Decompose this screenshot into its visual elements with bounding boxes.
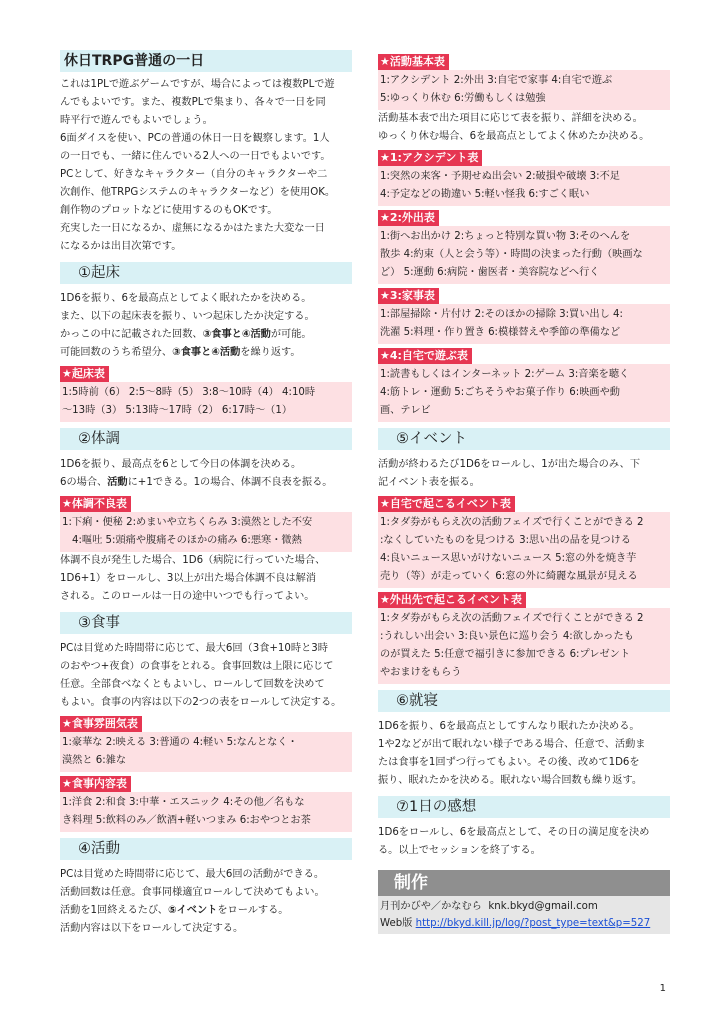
section-heading-meal: ③食事 <box>60 612 352 634</box>
home-play-table <box>378 364 670 422</box>
section-heading-impression: ⑦1日の感想 <box>378 796 670 818</box>
activity-base-after-line: 活動基本表で出た項目に応じて表を振り、詳細を決める。 <box>378 113 643 124</box>
activity-line: 活動内容は以下をロールして決定する。 <box>60 923 244 934</box>
table-line: 4:良いニュース思いがけないニュース 5:窓の外を焼き芋 <box>380 553 637 564</box>
health-line: 6の場合、活動に+1できる。1の場合、体調不良表を振る。 <box>60 477 333 488</box>
table-line: 1:5時前（6） 2:5〜8時（5） 3:8〜10時（4） 4:10時 <box>62 387 316 398</box>
outing-table <box>378 226 670 284</box>
meal-line: のおやつ+夜食）の食事をとれる。食事回数は上限に応じて <box>60 661 334 672</box>
credits-author: 月刊かびや／かなむら <box>380 901 482 912</box>
table-line: 5:ゆっくり休む 6:労働もしくは勉強 <box>380 93 546 104</box>
health-after-line: される。このロールは一日の途中いつでも行ってよい。 <box>60 591 315 602</box>
chores-table <box>378 304 670 344</box>
section-heading-activity: ④活動 <box>60 838 352 860</box>
table-line: 1:洋食 2:和食 3:中華・エスニック 4:その他／名もな <box>62 797 305 808</box>
intro-line: これは1PLで遊ぶゲームですが、場合によっては複数PLで遊 <box>60 79 335 90</box>
wake-line: 1D6を振り、6を最高点としてよく眠れたかを決める。 <box>60 293 312 304</box>
wake-line: かっこの中に記載された回数、③食事と④活動が可能。 <box>60 329 312 340</box>
table-line: 1:豪華な 2:映える 3:普通の 4:軽い 5:なんとなく・ <box>62 737 298 748</box>
health-after-line: 1D6+1）をロールし、3以上が出た場合体調不良は解消 <box>60 573 317 584</box>
page-title: 休日TRPG普通の一日 <box>60 50 352 72</box>
table-line: 1:下痢・便秘 2:めまいや立ちくらみ 3:漠然とした不安 <box>62 517 313 528</box>
accident-table-title: ★1:アクシデント表 <box>378 150 482 166</box>
page-number: 1 <box>659 983 666 994</box>
table-line: :なくしていたものを見つける 3:思い出の品を見つける <box>380 535 631 546</box>
intro-line: の一日でも、一緒に住んでいる2人への一日でもよいです。 <box>60 151 331 162</box>
activity-base-table <box>378 70 670 110</box>
section-heading-sleep: ⑥就寝 <box>378 690 670 712</box>
sleep-line: 1や2などが出て眠れない様子である場合、任意で、活動ま <box>378 739 646 750</box>
sleep-line: たは食事を1回ずつ行ってもよい。その後、改めて1D6を <box>378 757 640 768</box>
section-heading-wake: ①起床 <box>60 262 352 284</box>
table-line: 4:予定などの勘違い 5:軽い怪我 6:すごく眠い <box>380 189 590 200</box>
sleep-line: 1D6を振り、6を最高点としてすんなり眠れたか決める。 <box>378 721 640 732</box>
intro-line: 次創作、他TRPGシステムのキャラクターなど）を使用OK。 <box>60 187 336 198</box>
meal-mood-table-title: ★食事雰囲気表 <box>60 716 142 732</box>
accident-table <box>378 166 670 206</box>
intro <box>60 76 352 256</box>
table-line: 散歩 4:約束（人と会う等）・時間の決まった行動（映画な <box>380 249 643 260</box>
table-line: 漠然と 6:雑な <box>62 755 127 766</box>
sleep-line: 振り、眠れたかを決める。眠れない場合回数も繰り返す。 <box>378 775 643 786</box>
table-line: き料理 5:飲料のみ／飲酒+軽いつまみ 6:おやつとお茶 <box>62 815 311 826</box>
activity-line: PCは目覚めた時間帯に応じて、最大6回の活動ができる。 <box>60 869 325 880</box>
table-line: 1:突然の来客・予期せぬ出会い 2:破損や破壊 3:不足 <box>380 171 620 182</box>
table-line: やおまけをもらう <box>380 667 462 678</box>
outing-table-title: ★2:外出表 <box>378 210 439 226</box>
health-after-line: 体調不良が発生した場合、1D6（病院に行っていた場合、 <box>60 555 326 566</box>
meal-content-table-title: ★食事内容表 <box>60 776 131 792</box>
credits-body <box>378 896 670 934</box>
table-line: 4:嘔吐 5:頭痛や腹痛そのほかの痛み 6:悪寒・微熱 <box>72 535 302 546</box>
credits-email: knk.bkyd@gmail.com <box>488 901 598 912</box>
table-line: 1:読書もしくはインターネット 2:ゲーム 3:音楽を聴く <box>380 369 630 380</box>
credits-heading: 制作 <box>378 870 670 896</box>
right-column <box>378 50 670 934</box>
table-line: 1:アクシデント 2:外出 3:自宅で家事 4:自宅で遊ぶ <box>380 75 613 86</box>
impression-line: 1D6をロールし、6を最高点として、その日の満足度を決め <box>378 827 650 838</box>
table-line: 4:筋トレ・運動 5:ごちそうやお菓子作り 6:映画や動 <box>380 387 620 398</box>
intro-line: PCとして、好きなキャラクター（自分のキャラクターや二 <box>60 169 328 180</box>
home-event-table <box>378 512 670 588</box>
table-line: のが買えた 5:任意で福引きに参加できる 6:プレゼント <box>380 649 631 660</box>
table-line: 1:部屋掃除・片付け 2:そのほかの掃除 3:買い出し 4: <box>380 309 623 320</box>
table-line: 1:タダ券がもらえ次の活動フェイズで行くことができる 2 <box>380 517 644 528</box>
credits-author-line <box>380 898 668 915</box>
health-table-title: ★体調不良表 <box>60 496 131 512</box>
table-line: 1:街へお出かけ 2:ちょっと特別な買い物 3:そのへんを <box>380 231 631 242</box>
activity-base-after-line: ゆっくり休む場合、6を最高点としてよく休めたか決める。 <box>378 131 650 142</box>
event-line: 活動が終わるたび1D6をロールし、1が出た場合のみ、下 <box>378 459 641 470</box>
intro-line: になるかは出目次第です。 <box>60 241 182 252</box>
credits-web-label: Web版 <box>380 918 413 929</box>
wake-line: また、以下の起床表を振り、いつ起床したか決定する。 <box>60 311 315 322</box>
wake-table <box>60 382 352 422</box>
meal-line: もよい。食事の内容は以下の2つの表をロールして決定する。 <box>60 697 342 708</box>
meal-line: 任意。全部食べなくともよいし、ロールして回数を決めて <box>60 679 325 690</box>
section-heading-event: ⑤イベント <box>378 428 670 450</box>
home-event-table-title: ★自宅で起こるイベント表 <box>378 496 515 512</box>
chores-table-title: ★3:家事表 <box>378 288 439 304</box>
credits-web-link[interactable]: http://bkyd.kill.jp/log/?post_type=text&p=527 <box>415 918 651 929</box>
intro-line: 時平行で遊んでもよいでしょう。 <box>60 115 213 126</box>
left-column <box>60 50 352 938</box>
intro-line: 6面ダイスを使い、PCの普通の休日一日を観察します。1人 <box>60 133 330 144</box>
section-heading-health: ②体調 <box>60 428 352 450</box>
meal-line: PCは目覚めた時間帯に応じて、最大6回（3食+10時と3時 <box>60 643 328 654</box>
intro-line: 充実した一日になるか、虚無になるかはたまた大変な一日 <box>60 223 325 234</box>
credits-web-line <box>380 915 668 932</box>
activity-line: 活動を1回終えるたび、⑤イベントをロールする。 <box>60 905 289 916</box>
activity-line: 活動回数は任意。食事同様適宜ロールして決めてもよい。 <box>60 887 325 898</box>
health-table <box>60 512 352 552</box>
table-line: 〜13時（3） 5:13時〜17時（2） 6:17時〜（1） <box>62 405 293 416</box>
event-line: 記イベント表を振る。 <box>378 477 480 488</box>
outing-event-table <box>378 608 670 684</box>
meal-mood-table <box>60 732 352 772</box>
meal-content-table <box>60 792 352 832</box>
table-line: 1:タダ券がもらえ次の活動フェイズで行くことができる 2 <box>380 613 644 624</box>
impression-line: る。以上でセッションを終了する。 <box>378 845 541 856</box>
table-line: 画、テレビ <box>380 405 431 416</box>
intro-line: んでもよいです。また、複数PLで集まり、各々で一日を同 <box>60 97 326 108</box>
health-line: 1D6を振り、最高点を6として今日の体調を決める。 <box>60 459 302 470</box>
table-line: 売り（等）が走っていく 6:窓の外に綺麗な風景が見える <box>380 571 638 582</box>
table-line: ど） 5:運動 6:病院・歯医者・美容院などへ行く <box>380 267 600 278</box>
home-play-table-title: ★4:自宅で遊ぶ表 <box>378 348 472 364</box>
activity-base-table-title: ★活動基本表 <box>378 54 449 70</box>
intro-line: 創作物のプロットなどに使用するのもOKです。 <box>60 205 278 216</box>
wake-line: 可能回数のうち希望分、③食事と④活動を繰り返す。 <box>60 347 301 358</box>
wake-table-title: ★起床表 <box>60 366 109 382</box>
table-line: 洗濯 5:料理・作り置き 6:模様替えや季節の準備など <box>380 327 621 338</box>
outing-event-table-title: ★外出先で起こるイベント表 <box>378 592 526 608</box>
table-line: :うれしい出会い 3:良い景色に巡り会う 4:欲しかったも <box>380 631 634 642</box>
